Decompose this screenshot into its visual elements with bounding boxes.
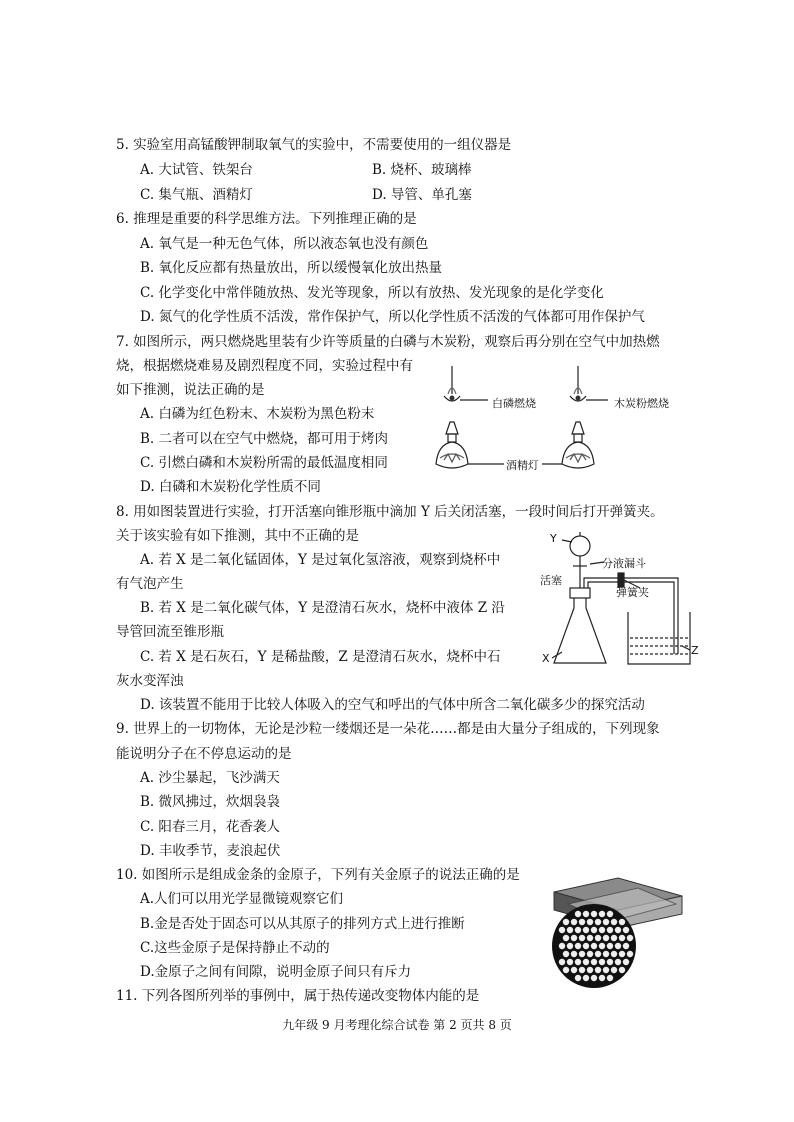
q7-stem-line3: 如下推测，说法正确的是 — [116, 382, 265, 398]
gold-atom — [611, 967, 617, 973]
gold-atom — [567, 927, 573, 933]
gold-atom — [587, 935, 593, 941]
q8-option-d: D. 该装置不能用于比较人体吸入的空气和呼出的气体中所含二氧化碳多少的探究活动 — [140, 697, 645, 713]
gold-atom — [567, 943, 573, 949]
gold-atom — [611, 951, 617, 957]
gold-atom — [595, 919, 601, 925]
gold-atom — [607, 959, 613, 965]
gold-atom — [583, 911, 589, 917]
q8-option-c-line1: C. 若 X 是石灰石，Y 是稀盐酸，Z 是澄清石灰水，烧杯中石 — [140, 649, 501, 665]
alcohol-lamp-label: 酒精灯 — [506, 459, 539, 472]
gold-atom — [599, 975, 605, 981]
q7-option-b: B. 二者可以在空气中燃烧，都可用于烤肉 — [140, 431, 389, 447]
gold-atom — [603, 935, 609, 941]
gold-atom — [615, 943, 621, 949]
gold-atom — [619, 935, 625, 941]
q5-option-d: D. 导管、单孔塞 — [372, 187, 472, 203]
q6-option-d: D. 氮气的化学性质不活泼，常作保护气，所以化学性质不活泼的气体都可用作保护气 — [140, 309, 645, 325]
gold-atom — [623, 959, 629, 965]
gold-atom — [559, 943, 565, 949]
q8-option-b-line2: 导管回流至锥形瓶 — [116, 624, 224, 640]
gold-atom — [587, 967, 593, 973]
q9-option-b: B. 微风拂过，炊烟袅袅 — [140, 794, 281, 810]
gold-atom — [559, 927, 565, 933]
q10-option-c: C.这些金原子是保持静止不动的 — [140, 940, 330, 956]
q6-option-a: A. 氧气是一种无色气体，所以液态氧也没有颜色 — [140, 236, 429, 252]
q10-option-b: B.金是否处于固态可以从其原子的排列方式上进行推断 — [140, 916, 465, 932]
gold-atom — [615, 927, 621, 933]
gold-atom — [599, 911, 605, 917]
combustion-spoon-drawing — [430, 360, 690, 500]
gold-atom — [591, 927, 597, 933]
gold-atom — [619, 951, 625, 957]
gold-atom — [611, 919, 617, 925]
gold-atom — [571, 919, 577, 925]
gold-atom — [607, 975, 613, 981]
gold-atom — [587, 951, 593, 957]
q7-option-c: C. 引燃白磷和木炭粉所需的最低温度相同 — [140, 455, 388, 471]
gold-atom — [595, 967, 601, 973]
gold-atom — [599, 943, 605, 949]
gold-atoms-figure — [548, 874, 688, 990]
gold-atom — [607, 927, 613, 933]
gold-atom — [579, 919, 585, 925]
gold-atom — [559, 959, 565, 965]
gold-atom — [563, 935, 569, 941]
combustion-spoon-figure — [430, 360, 690, 500]
q10-option-a: A.人们可以用光学显微镜观察它们 — [140, 891, 344, 907]
q8-option-b-line1: B. 若 X 是二氧化碳气体，Y 是澄清石灰水，烧杯中液体 Z 沿 — [140, 600, 505, 616]
gold-atom — [623, 927, 629, 933]
q10-option-d: D.金原子之间有间隙，说明金原子间只有斥力 — [140, 964, 412, 980]
q8-option-c-line2: 灰水变浑浊 — [116, 673, 184, 689]
gold-atom — [575, 943, 581, 949]
q7-option-d: D. 白磷和木炭粉化学性质不同 — [140, 479, 321, 495]
gold-atom — [571, 967, 577, 973]
gold-atom — [575, 975, 581, 981]
gold-atom — [595, 951, 601, 957]
charcoal-powder-label: 木炭粉燃烧 — [614, 397, 669, 410]
page-footer: 九年级 9 月考理化综合试卷 第 2 页共 8 页 — [282, 1018, 512, 1032]
q10-stem: 10. 如图所示是组成金条的金原子，下列有关金原子的说法正确的是 — [116, 867, 520, 883]
q5-stem: 5. 实验室用高锰酸钾制取氧气的实验中，不需要使用的一组仪器是 — [116, 137, 512, 153]
gold-atom — [583, 927, 589, 933]
q7-stem-line1: 7. 如图所示，两只燃烧匙里装有少许等质量的白磷与木炭粉，观察后再分别在空气中加热燃 — [116, 334, 660, 350]
gold-atom — [563, 919, 569, 925]
gold-atom — [563, 967, 569, 973]
label-y: Y — [550, 532, 557, 545]
q6-option-b: B. 氧化反应都有热量放出，所以缓慢氧化放出热量 — [140, 260, 443, 276]
gold-atom — [583, 959, 589, 965]
q8-option-a-line2: 有气泡产生 — [116, 576, 184, 592]
gold-atom — [599, 959, 605, 965]
gold-atom — [563, 951, 569, 957]
gold-atom — [579, 967, 585, 973]
gold-atom — [591, 959, 597, 965]
gold-atoms-drawing — [548, 874, 688, 990]
q9-option-a: A. 沙尘暴起，飞沙满天 — [140, 770, 280, 786]
q6-stem: 6. 推理是重要的科学思维方法。下列推理正确的是 — [116, 211, 417, 227]
gold-atom — [603, 967, 609, 973]
q6-option-c: C. 化学变化中常伴随放热、发光等现象，所以有放热、发光现象的是化学变化 — [140, 285, 604, 301]
gold-atom — [579, 951, 585, 957]
q9-option-c: C. 阳春三月，花香袭人 — [140, 819, 280, 835]
q5-option-a: A. 大试管、铁架台 — [140, 162, 253, 178]
gold-atom — [615, 959, 621, 965]
label-x: X — [542, 652, 550, 665]
gold-atom — [587, 919, 593, 925]
stopcock-label: 活塞 — [540, 574, 562, 587]
gold-atom — [575, 959, 581, 965]
q7-stem-line2: 烧，根据燃烧难易及剧烈程度不同，实验过程中有 — [116, 358, 413, 374]
white-phosphorus-label: 白磷燃烧 — [492, 397, 536, 410]
gold-atom — [627, 951, 633, 957]
q8-stem-line1: 8. 用如图装置进行实验，打开活塞向锥形瓶中滴加 Y 后关闭活塞，一段时间后打开弹簧夹。 — [116, 504, 664, 520]
flask-apparatus-drawing — [540, 528, 700, 673]
gold-atom — [591, 943, 597, 949]
label-z: Z — [691, 644, 699, 657]
q7-option-a: A. 白磷为红色粉末、木炭粉为黑色粉末 — [140, 406, 375, 422]
gold-atom — [567, 959, 573, 965]
gold-atom — [595, 935, 601, 941]
q8-stem-line2: 关于该实验有如下推测，其中不正确的是 — [116, 528, 359, 544]
gold-atom — [627, 935, 633, 941]
gold-atom — [583, 943, 589, 949]
q5-option-c: C. 集气瓶、酒精灯 — [140, 187, 253, 203]
gold-atom — [599, 927, 605, 933]
gold-atom — [603, 951, 609, 957]
q8-option-a-line1: A. 若 X 是二氧化锰固体，Y 是过氧化氢溶液，观察到烧杯中 — [140, 552, 501, 568]
gold-atom — [619, 967, 625, 973]
gold-atom — [591, 975, 597, 981]
q9-option-d: D. 丰收季节，麦浪起伏 — [140, 843, 281, 859]
gold-atom — [623, 943, 629, 949]
q9-stem-line2: 能说明分子在不停息运动的是 — [116, 746, 292, 762]
gold-atom — [579, 935, 585, 941]
gold-atom — [575, 911, 581, 917]
q5-option-b: B. 烧杯、玻璃棒 — [372, 162, 472, 178]
q11-stem: 11. 下列各图所列举的事例中，属于热传递改变物体内能的是 — [116, 988, 480, 1004]
gold-atom — [603, 919, 609, 925]
gold-atom — [619, 919, 625, 925]
gold-atom — [591, 911, 597, 917]
gold-atom — [575, 927, 581, 933]
gold-atom — [571, 935, 577, 941]
separatory-funnel-label: 分液漏斗 — [602, 557, 646, 570]
gold-atom — [583, 975, 589, 981]
spring-clip-label: 弹簧夹 — [616, 586, 649, 599]
q9-stem-line1: 9. 世界上的一切物体，无论是沙粒一缕烟还是一朵花……都是由大量分子组成的，下列现象 — [116, 721, 660, 737]
gold-atom — [611, 935, 617, 941]
gold-atom — [607, 911, 613, 917]
gold-atom — [571, 951, 577, 957]
flask-apparatus-figure — [540, 528, 700, 673]
gold-atom — [607, 943, 613, 949]
